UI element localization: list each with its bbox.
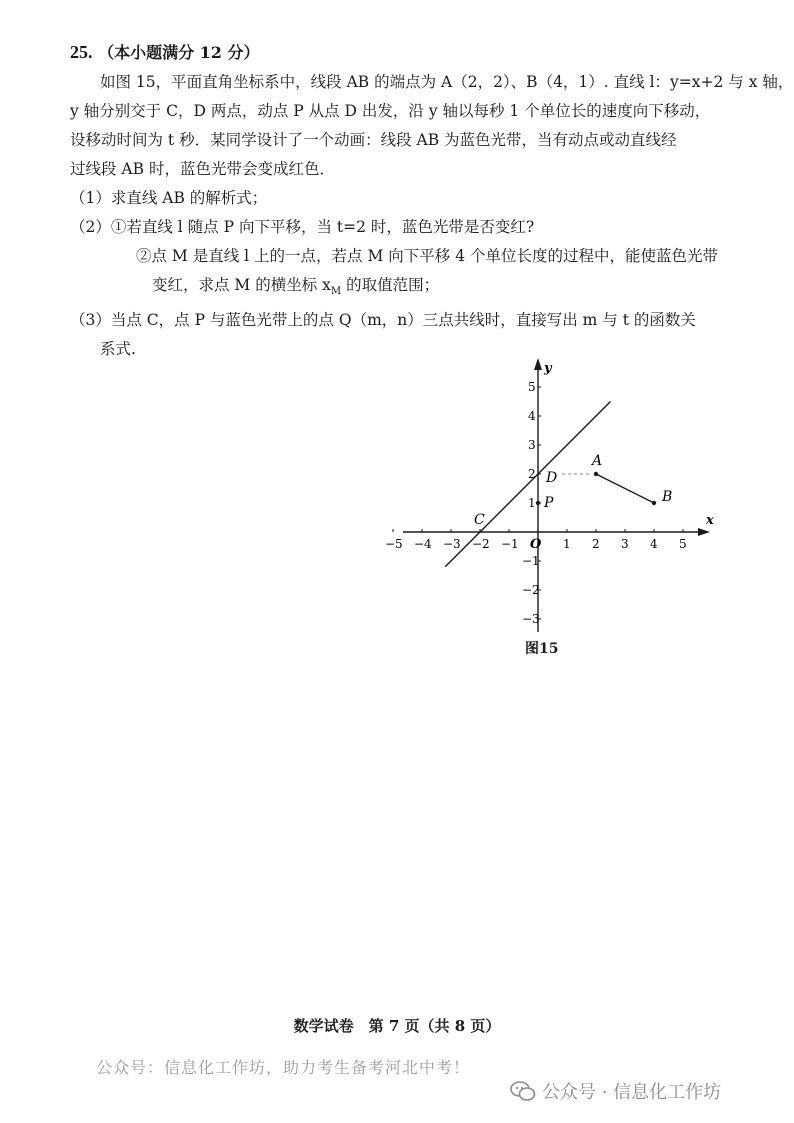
x-tick-label: 1 bbox=[563, 537, 571, 551]
point-a-dot bbox=[594, 472, 598, 476]
stem-line-1: 如图 15，平面直角坐标系中，线段 AB 的端点为 A（2，2）、B（4，1）. 直线 l：y=x+2 与 x 轴， bbox=[100, 73, 794, 91]
y-axis-arrow bbox=[534, 358, 542, 370]
figure-caption: 图15 bbox=[525, 641, 559, 657]
stem-line-4: 过线段 AB 时，蓝色光带会变成红色． bbox=[70, 160, 335, 178]
x-tick-label: 5 bbox=[679, 537, 687, 551]
x-axis-label: x bbox=[706, 513, 714, 528]
y-axis-label: y bbox=[544, 361, 552, 376]
y-tick-label: 4 bbox=[528, 409, 536, 423]
x-tick-label: −3 bbox=[443, 537, 461, 551]
point-p-label: P bbox=[544, 495, 554, 511]
point-p-dot bbox=[536, 501, 540, 505]
stem-line-3: 设移动时间为 t 秒．某同学设计了一个动画：线段 AB 为蓝色光带，当有动点或动直线经 bbox=[70, 131, 677, 149]
x-tick-label: −1 bbox=[501, 537, 519, 551]
watermark-text: 公众号：信息化工作坊，助力考生备考河北中考！ bbox=[96, 1058, 471, 1077]
sub-question-3-line-2: 系式. bbox=[100, 340, 136, 359]
origin-label: O bbox=[530, 537, 542, 552]
watermark-badge-label: 公众号 · 信息化工作坊 bbox=[542, 1082, 722, 1103]
x-tick-label: −5 bbox=[385, 537, 403, 551]
sub2b-text: 变红，求点 M 的横坐标 x bbox=[152, 276, 331, 294]
point-a-label: A bbox=[592, 453, 603, 469]
x-tick-label: 3 bbox=[621, 537, 629, 551]
wechat-icon bbox=[510, 1080, 536, 1102]
watermark-badge bbox=[510, 1078, 721, 1104]
sub2b-subscript: M bbox=[330, 286, 342, 298]
question-header bbox=[70, 40, 260, 63]
y-tick-label: 5 bbox=[528, 380, 536, 394]
x-tick-label: −2 bbox=[472, 537, 490, 551]
x-axis-arrow bbox=[698, 528, 710, 536]
question-body bbox=[70, 68, 794, 364]
point-d-label: D bbox=[546, 470, 558, 486]
stem-line-2: y 轴分别交于 C，D 两点，动点 P 从点 D 出发，沿 y 轴以每秒 1 个单位长的速度向下移动， bbox=[70, 102, 711, 120]
y-tick-label: 1 bbox=[528, 496, 536, 510]
line-l bbox=[445, 402, 610, 567]
y-tick-label: 3 bbox=[528, 438, 536, 452]
segment-ab bbox=[596, 474, 654, 503]
y-tick-label: −2 bbox=[522, 583, 540, 597]
sub2b-tail: 的取值范围； bbox=[341, 276, 440, 294]
sub-question-3-line-1: （3）当点 C，点 P 与蓝色光带上的点 Q（m，n）三点共线时，直接写出 m 与 t 的函数关 bbox=[70, 311, 696, 330]
point-b-dot bbox=[652, 501, 656, 505]
point-b-label: B bbox=[662, 489, 673, 505]
sub-question-1: （1）求直线 AB 的解析式； bbox=[70, 189, 268, 207]
x-tick-label: 4 bbox=[650, 537, 658, 551]
x-tick-label: −4 bbox=[414, 537, 432, 551]
question-score: （本小题满分 12 分） bbox=[98, 43, 260, 62]
coordinate-plane bbox=[385, 352, 718, 637]
sub-question-2b-line-2 bbox=[70, 271, 720, 306]
coordinate-figure bbox=[385, 352, 718, 641]
sub-question-2b-line-1: ②点 M 是直线 l 上的一点，若点 M 向下平移 4 个单位长度的过程中，能使蓝色光带 bbox=[136, 247, 718, 265]
x-tick-label: 2 bbox=[592, 537, 600, 551]
y-tick-label: −3 bbox=[522, 612, 540, 626]
point-c-label: C bbox=[474, 512, 485, 528]
y-tick-label: 2 bbox=[528, 467, 536, 481]
y-tick-label: −1 bbox=[522, 554, 540, 568]
sub-question-2a: （2）①若直线 l 随点 P 向下平移，当 t=2 时，蓝色光带是否变红? bbox=[70, 218, 535, 236]
question-number: 25. bbox=[70, 42, 93, 62]
page-footer: 数学试卷 第 7 页（共 8 页） bbox=[293, 1017, 501, 1035]
